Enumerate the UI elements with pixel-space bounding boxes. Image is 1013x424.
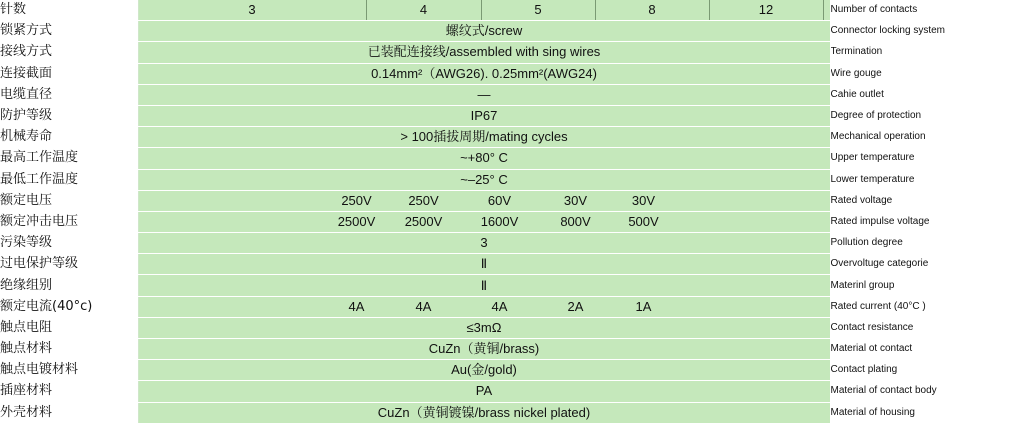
spec-value: ≤3mΩ <box>138 317 830 338</box>
pin-count-value: 8 <box>595 0 709 20</box>
spec-label-cn: 电缆直径 <box>0 84 138 105</box>
spec-label-en: Degree of protection <box>830 105 1013 126</box>
spec-label-cn: 防护等级 <box>0 105 138 126</box>
spec-label-cn: 绝缘组别 <box>0 275 138 296</box>
spec-label-en: Contact plating <box>830 360 1013 381</box>
multi-value-item: 30V <box>631 192 656 208</box>
spec-label-en: Connector locking system <box>830 21 1013 42</box>
spec-label-cn: 污染等级 <box>0 233 138 254</box>
spec-value: IP67 <box>138 105 830 126</box>
spec-label-cn: 触点电阻 <box>0 317 138 338</box>
spec-row <box>0 169 1013 190</box>
spec-label-en: Termination <box>830 42 1013 63</box>
spec-label-en: Rated voltage <box>830 190 1013 211</box>
spec-row <box>0 105 1013 126</box>
spec-row <box>0 317 1013 338</box>
spec-row <box>0 275 1013 296</box>
spec-value: 已装配连接线/assembled with sing wires <box>138 42 830 63</box>
spec-label-cn: 机械寿命 <box>0 127 138 148</box>
multi-value-item: 4A <box>348 298 365 314</box>
spec-label-cn: 接线方式 <box>0 42 138 63</box>
spec-label-cn: 针数 <box>0 0 138 21</box>
pin-count-value: 4 <box>366 0 481 20</box>
spec-label-en: Material of housing <box>830 402 1013 423</box>
spec-label-cn: 过电保护等级 <box>0 254 138 275</box>
spec-label-cn: 插座材料 <box>0 381 138 402</box>
pin-count-grid <box>139 0 830 20</box>
spec-label-cn: 额定电流(40°c) <box>0 296 138 317</box>
spec-label-cn: 外壳材料 <box>0 402 138 423</box>
multi-value-item: 250V <box>341 192 372 208</box>
spec-label-en: Upper temperature <box>830 148 1013 169</box>
spec-row <box>0 381 1013 402</box>
spec-value: PA <box>138 381 830 402</box>
spec-label-cn: 额定电压 <box>0 190 138 211</box>
multi-value-item: 250V <box>408 192 439 208</box>
multi-value-item: 1600V <box>480 213 519 229</box>
spec-value: ~–25° C <box>138 169 830 190</box>
spec-label-cn: 触点材料 <box>0 339 138 360</box>
multi-value-item: 500V <box>628 213 659 229</box>
spec-label-en: Mechanical operation <box>830 127 1013 148</box>
spec-value: Ⅱ <box>138 275 830 296</box>
spec-label-cn: 额定冲击电压 <box>0 211 138 232</box>
spec-value <box>138 211 830 232</box>
spec-value: Au(金/gold) <box>138 360 830 381</box>
pin-count-value: 12 <box>709 0 823 20</box>
spec-row <box>0 42 1013 63</box>
spec-value <box>138 296 830 317</box>
spec-row <box>0 63 1013 84</box>
multi-value-group <box>139 212 830 232</box>
multi-value-item: 1A <box>635 298 652 314</box>
spec-row <box>0 190 1013 211</box>
multi-value-item: 800V <box>560 213 591 229</box>
spec-value: 3 <box>138 233 830 254</box>
multi-value-item: 4A <box>415 298 432 314</box>
multi-value-item: 4A <box>491 298 508 314</box>
multi-value-group <box>139 191 830 211</box>
spec-value: ~+80° C <box>138 148 830 169</box>
spec-row <box>0 0 1013 21</box>
spec-row <box>0 296 1013 317</box>
spec-label-en: Cahie outlet <box>830 84 1013 105</box>
spec-row <box>0 360 1013 381</box>
spec-label-en: Pollution degree <box>830 233 1013 254</box>
spec-label-cn: 锁紧方式 <box>0 21 138 42</box>
multi-value-item: 2500V <box>337 213 376 229</box>
spec-label-en: Rated impulse voltage <box>830 211 1013 232</box>
multi-value-group <box>139 297 830 317</box>
spec-row <box>0 127 1013 148</box>
spec-label-en: Number of contacts <box>830 0 1013 21</box>
spec-label-cn: 最低工作温度 <box>0 169 138 190</box>
pin-count-value <box>823 0 831 20</box>
spec-label-cn: 触点电镀材料 <box>0 360 138 381</box>
multi-value-item: 2500V <box>404 213 443 229</box>
spec-label-en: Rated current (40°C ) <box>830 296 1013 317</box>
spec-value: > 100插拔周期/mating cycles <box>138 127 830 148</box>
spec-value: — <box>138 84 830 105</box>
spec-label-en: Material of contact body <box>830 381 1013 402</box>
multi-value-item: 2A <box>567 298 584 314</box>
spec-label-en: Lower temperature <box>830 169 1013 190</box>
spec-row <box>0 148 1013 169</box>
spec-label-cn: 连接截面 <box>0 63 138 84</box>
spec-label-en: Materinl group <box>830 275 1013 296</box>
spec-label-en: Overvoltuge categorie <box>830 254 1013 275</box>
spec-value: 0.14mm²（AWG26). 0.25mm²(AWG24) <box>138 63 830 84</box>
spec-label-en: Contact resistance <box>830 317 1013 338</box>
spec-row <box>0 84 1013 105</box>
spec-row <box>0 233 1013 254</box>
spec-row <box>0 21 1013 42</box>
spec-value: 螺纹式/screw <box>138 21 830 42</box>
pin-count-value: 3 <box>248 2 256 18</box>
spec-value: Ⅱ <box>138 254 830 275</box>
spec-label-en: Wire gouge <box>830 63 1013 84</box>
multi-value-item: 60V <box>487 192 512 208</box>
spec-row <box>0 211 1013 232</box>
spec-label-en: Material ot contact <box>830 339 1013 360</box>
spec-value <box>138 190 830 211</box>
spec-value: CuZn（黄铜/brass) <box>138 339 830 360</box>
spec-row <box>0 402 1013 423</box>
multi-value-item: 30V <box>563 192 588 208</box>
spec-label-cn: 最高工作温度 <box>0 148 138 169</box>
pin-count-value: 5 <box>481 0 595 20</box>
spec-row <box>0 339 1013 360</box>
spec-value <box>138 0 830 21</box>
spec-value: CuZn（黄铜镀镍/brass nickel plated) <box>138 402 830 423</box>
spec-row <box>0 254 1013 275</box>
